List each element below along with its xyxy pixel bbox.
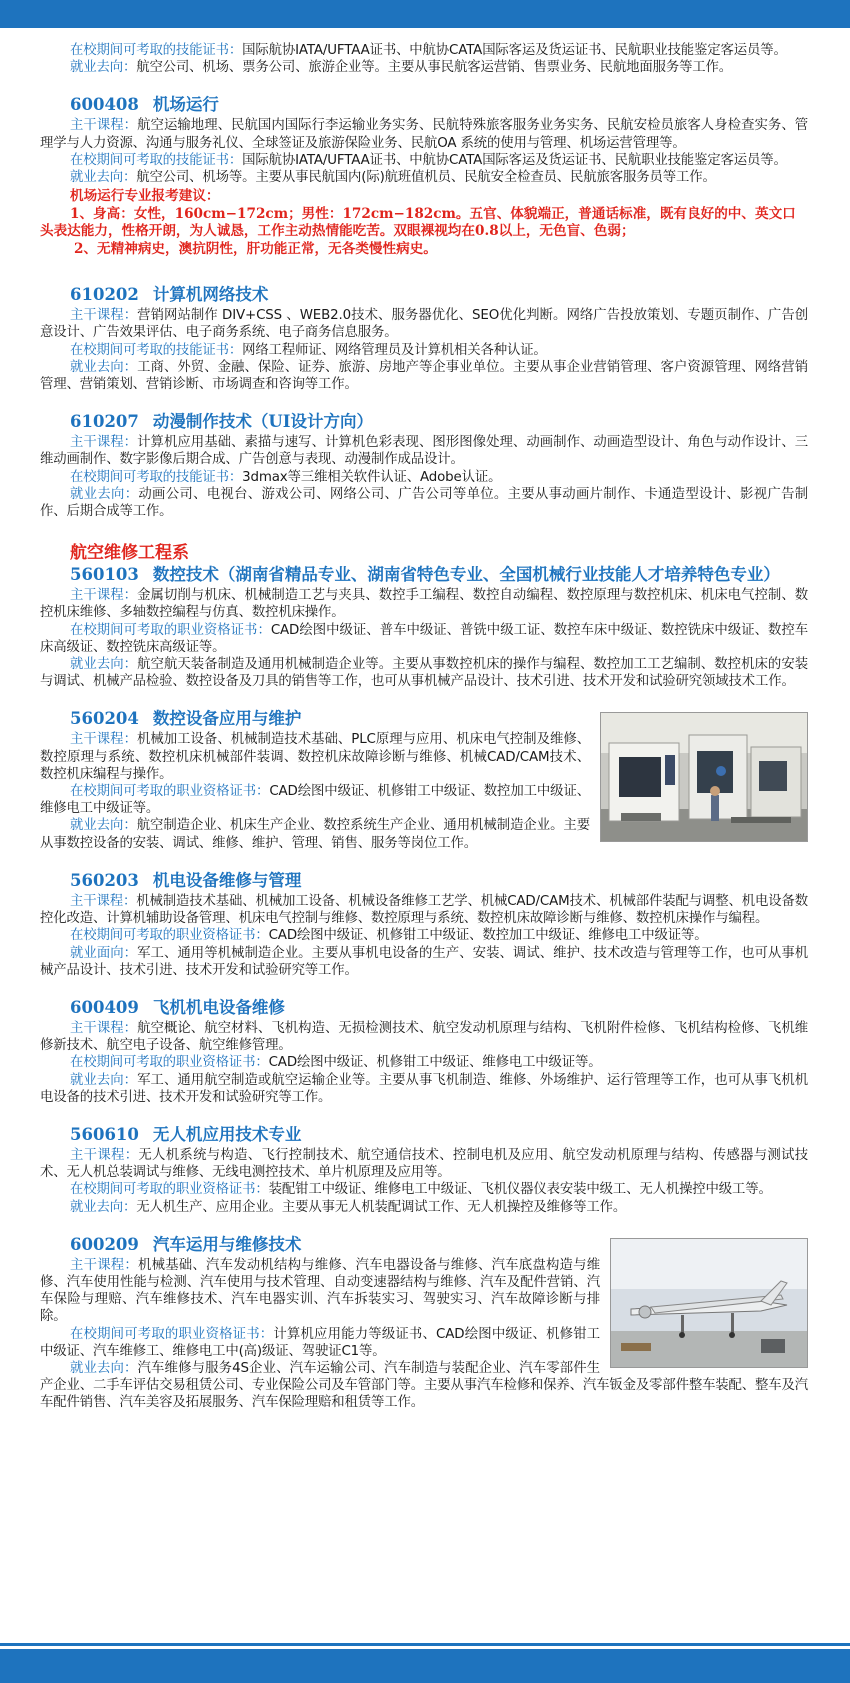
courses-label: 主干课程： <box>70 732 137 748</box>
section-automotive <box>40 1234 808 1412</box>
courses-text: 无人机系统与构造、飞行控制技术、航空通信技术、控制电机及应用、航空发动机原理与结构、传感器与测试技术、无人机总装调试与维修、无线电测控技术、单片机原理及应用等。 <box>40 1147 808 1181</box>
employment-text: 无人机生产、应用企业。主要从事无人机装配调试工作、无人机操控及维修等工作。 <box>136 1199 627 1215</box>
cert-text: 网络工程师证、网络管理员及计算机相关各种认证。 <box>242 342 547 358</box>
section-intro-continued <box>40 42 808 76</box>
cert-paragraph <box>40 152 808 169</box>
employment-paragraph <box>40 359 808 393</box>
skill-cert-paragraph <box>40 42 808 59</box>
program-name: 汽车运用与维修技术 <box>152 1234 302 1254</box>
section-cnc-technology <box>40 564 808 690</box>
bottom-banner <box>0 1649 850 1683</box>
advice-item-2: 2、无精神病史，澳抗阴性，肝功能正常，无各类慢性病史。 <box>74 240 437 257</box>
employment-text: 军工、通用等机械制造企业。主要从事机电设备的生产、安装、调试、维护、技术改造与管理等工作，也可从事机械产品设计、技术引进、技术开发和试验研究等工作。 <box>40 945 808 978</box>
courses-label: 主干课程： <box>70 588 138 604</box>
courses-text: 机械制造技术基础、机械加工设备、机械设备维修工艺学、机械CAD/CAM技术、机械部件装配与调整、机电设备数控化改造、计算机辅助设备管理、机床电气控制与维修、数控原理与系统、数控机床故障诊断与维修、数控机床操作与编程。 <box>40 893 809 927</box>
courses-paragraph <box>40 434 808 468</box>
courses-text: 计算机应用基础、素描与速写、计算机色彩表现、图形图像处理、动画制作、动画造型设计、角色与动作设计、三维动画制作、数字影像后期合成、广告创意与表现、动漫制作成品设计。 <box>40 435 808 468</box>
program-title <box>40 564 808 586</box>
program-name: 数控设备应用与维护 <box>152 709 302 729</box>
courses-label: 主干课程： <box>70 893 137 909</box>
courses-text: 机械基础、汽车发动机结构与维修、汽车电器设备与维修、汽车底盘构造与维修、汽车使用性能与检测、汽车使用与技术管理、自动变速器结构与维修、汽车及配件营销、汽车保险与理赔、汽车维修技术、汽车电器实训、汽车拆装实习、驾驶实习、汽车故障诊断与排除。 <box>40 1257 600 1325</box>
section-cnc-equipment <box>40 708 808 851</box>
program-code: 560203 <box>70 870 139 890</box>
employment-text: 航空公司、机场等。主要从事民航国内(际)航班值机员、民航安全检查员、民航旅客服务员等工作。 <box>136 170 716 186</box>
employment-paragraph <box>40 656 808 690</box>
employment-paragraph <box>40 486 808 520</box>
skill-cert-text: 国际航协IATA/UFTAA证书、中航协CATA国际客运及货运证书、民航职业技能鉴定客运员等。 <box>242 43 787 58</box>
employment-label: 就业面向： <box>70 945 138 961</box>
employment-paragraph <box>40 59 808 76</box>
program-code: 560610 <box>70 1124 139 1144</box>
cert-text: CAD绘图中级证、机修钳工中级证、数控加工中级证、维修电工中级证等。 <box>40 784 590 817</box>
program-name: 机场运行 <box>152 95 219 115</box>
advice-item-1: 1、身高：女性，160cm−172cm；男性：172cm−182cm。五官、体貌端正，普通话标准，既有良好的中、英文口头表达能力，性格开朗，为人诚恳，工作主动热情能吃苦。双眼裸视均在0.8以上，无色盲、色弱； <box>40 205 796 240</box>
top-banner <box>0 0 850 28</box>
section-uav <box>40 1124 808 1216</box>
employment-label: 就业去向： <box>70 657 138 673</box>
cert-label: 在校期间可考取的职业资格证书： <box>70 1055 269 1071</box>
program-name: 飞机机电设备维修 <box>152 997 285 1017</box>
cert-text: CAD绘图中级证、普车中级证、普铣中级工证、数控车床中级证、数控铣床中级证、数控车床高级证、数控铣床高级证等。 <box>40 622 809 655</box>
employment-text: 工商、外贸、金融、保险、证券、旅游、房地产等企事业单位。主要从事企业营销管理、客户资源管理、网络营销管理、营销策划、营销诊断、市场调查和咨询等工作。 <box>40 359 808 393</box>
cert-text: 装配钳工中级证、维修电工中级证、飞机仪器仪表安装中级工、无人机操控中级工等。 <box>268 1182 772 1198</box>
program-name: 机电设备维修与管理 <box>152 870 302 890</box>
employment-text: 动画公司、电视台、游戏公司、网络公司、广告公司等单位。主要从事动画片制作、卡通造型设计、影视广告制作、后期合成等工作。 <box>40 486 808 520</box>
employment-paragraph <box>40 169 808 186</box>
program-code: 560103 <box>70 565 139 585</box>
cert-paragraph <box>40 1054 808 1071</box>
cert-text: 3dmax等三维相关软件认证、Adobe认证。 <box>242 469 502 485</box>
program-name: 数控技术（湖南省精品专业、湖南省特色专业、全国机械行业技能人才培养特色专业） <box>152 565 780 585</box>
cnc-workshop-photo <box>600 712 808 842</box>
employment-text: 军工、通用航空制造或航空运输企业等。主要从事飞机制造、维修、外场维护、运行管理等工作，也可从事飞机机电设备的技术引进、技术开发和试验研究等工作。 <box>40 1072 808 1105</box>
advice-title: 机场运行专业报考建议： <box>70 188 220 205</box>
program-code: 600408 <box>70 95 139 115</box>
cert-paragraph <box>40 1181 808 1198</box>
cert-text: CAD绘图中级证、机修钳工中级证、数控加工中级证、维修电工中级证等。 <box>268 928 708 944</box>
employment-label: 就业去向： <box>70 1199 137 1215</box>
courses-paragraph <box>40 1147 808 1181</box>
employment-text: 汽车维修与服务4S企业、汽车运输公司、汽车制造与装配企业、汽车零部件生产企业、二手车评估交易租赁公司、专业保险公司及车管部门等。主要从事汽车检修和保养、汽车钣金及零部件整车装配、整车及汽车配件销售、汽车美容及拓展服务、汽车保险理赔和租赁等工作。 <box>40 1360 808 1411</box>
cert-text: 国际航协IATA/UFTAA证书、中航协CATA国际客运及货运证书、民航职业技能鉴定客运员等。 <box>242 152 787 168</box>
employment-label: 就业去向： <box>70 1072 138 1088</box>
employment-paragraph <box>40 1072 808 1106</box>
cert-label: 在校期间可考取的技能证书： <box>70 342 243 358</box>
program-code: 610202 <box>70 285 139 305</box>
employment-label: 就业去向： <box>70 486 139 502</box>
courses-label: 主干课程： <box>70 435 138 451</box>
employment-label: 就业去向： <box>70 818 137 834</box>
courses-paragraph <box>40 307 808 341</box>
cert-text: 计算机应用能力等级证书、CAD绘图中级证、机修钳工中级证、汽车维修工、维修电工中(高)级证、驾驶证C1等。 <box>40 1326 600 1359</box>
employment-text: 航空制造企业、机床生产企业、数控系统生产企业、通用机械制造企业。主要从事数控设备的安装、调试、维修、维护、管理、销售、服务等岗位工作。 <box>40 818 591 851</box>
uav-illustration <box>611 1239 807 1367</box>
cert-label: 在校期间可考取的技能证书： <box>70 469 243 485</box>
cert-text: CAD绘图中级证、机修钳工中级证、维修电工中级证等。 <box>268 1055 602 1071</box>
cnc-workshop-illustration <box>601 713 807 841</box>
program-title <box>70 94 808 116</box>
employment-paragraph <box>40 1199 808 1216</box>
cert-paragraph <box>40 469 808 486</box>
employment-text: 航空公司、机场、票务公司、旅游企业等。主要从事民航客运营销、售票业务、民航地面服务等工作。 <box>136 60 733 76</box>
employment-paragraph <box>40 945 808 979</box>
courses-text: 营销网站制作 DIV+CSS 、WEB2.0技术、服务器优化、SEO优化判断。网络广告投放策划、专题页制作、广告创意设计、广告效果评估、电子商务系统、电子商务信息服务。 <box>40 308 808 341</box>
program-code: 610207 <box>70 412 139 432</box>
courses-text: 航空概论、航空材料、飞机构造、无损检测技术、航空发动机原理与结构、飞机附件检修、飞机结构检修、飞机维修新技术、航空电子设备、航空维修管理。 <box>40 1020 808 1054</box>
employment-label: 就业去向： <box>70 359 138 375</box>
program-title <box>70 870 808 892</box>
cert-label: 在校期间可考取的职业资格证书： <box>70 1182 269 1198</box>
cert-paragraph <box>40 927 808 944</box>
employment-label: 就业去向： <box>70 170 137 186</box>
section-animation <box>40 411 808 520</box>
cert-label: 在校期间可考取的职业资格证书： <box>70 622 271 638</box>
courses-label: 主干课程： <box>70 308 138 324</box>
cert-label: 在校期间可考取的技能证书： <box>70 152 243 168</box>
cert-label: 在校期间可考取的职业资格证书： <box>70 1326 274 1342</box>
program-code: 600409 <box>70 997 139 1017</box>
program-name: 计算机网络技术 <box>152 285 269 305</box>
brochure-content <box>40 42 808 1412</box>
uav-photo <box>610 1238 808 1368</box>
department-heading: 航空维修工程系 <box>70 543 189 564</box>
courses-label: 主干课程： <box>70 118 138 134</box>
section-airport-operation <box>40 94 808 258</box>
courses-paragraph <box>40 1020 808 1054</box>
section-aircraft-maintenance <box>40 997 808 1106</box>
cert-label: 在校期间可考取的职业资格证书： <box>70 784 270 800</box>
courses-paragraph <box>40 587 808 621</box>
program-title <box>70 284 808 306</box>
section-electromech <box>40 870 808 979</box>
cert-paragraph <box>40 622 808 656</box>
program-title <box>70 411 808 433</box>
courses-paragraph <box>40 893 808 927</box>
courses-label: 主干课程： <box>70 1257 138 1273</box>
program-title <box>70 997 808 1019</box>
courses-label: 主干课程： <box>70 1020 138 1036</box>
program-title <box>70 1124 808 1146</box>
section-computer-network <box>40 284 808 393</box>
courses-text: 金属切削与机床、机械制造工艺与夹具、数控手工编程、数控自动编程、数控原理与数控机床、机床电气控制、数控机床维修、多轴数控编程与仿真、数控机床操作。 <box>40 588 808 621</box>
program-code: 600209 <box>70 1234 139 1254</box>
cert-label: 在校期间可考取的职业资格证书： <box>70 928 269 944</box>
skill-cert-label: 在校期间可考取的技能证书： <box>70 43 243 58</box>
courses-label: 主干课程： <box>70 1147 139 1163</box>
program-name: 动漫制作技术（UI设计方向） <box>152 412 373 432</box>
cert-paragraph <box>40 342 808 359</box>
employment-label: 就业去向： <box>70 60 137 76</box>
employment-text: 航空航天装备制造及通用机械制造企业等。主要从事数控机床的操作与编程、数控加工工艺编制、数控机床的安装与调试、机械产品检验、数控设备及刀具的销售等工作，也可从事机械产品设计、技术引进、技术开发和试验研究领域技术工作。 <box>40 657 808 690</box>
employment-label: 就业去向： <box>70 1360 138 1376</box>
courses-paragraph <box>40 117 808 151</box>
program-code: 560204 <box>70 709 139 729</box>
program-name: 无人机应用技术专业 <box>152 1124 302 1144</box>
admission-advice <box>40 188 808 258</box>
courses-text: 机械加工设备、机械制造技术基础、PLC原理与应用、机床电气控制及维修、数控原理与系统、数控机床机械部件装调、数控机床故障诊断与维修、机械CAD/CAM技术、数控机床编程与操作。 <box>40 732 590 782</box>
courses-text: 航空运输地理、民航国内国际行李运输业务实务、民航特殊旅客服务业务实务、民航安检员旅客人身检查实务、管理学与人力资源、沟通与服务礼仪、全球签证及旅游保险业务、民航OA 系统的使用与管理、机场运营管理等。 <box>40 118 808 151</box>
